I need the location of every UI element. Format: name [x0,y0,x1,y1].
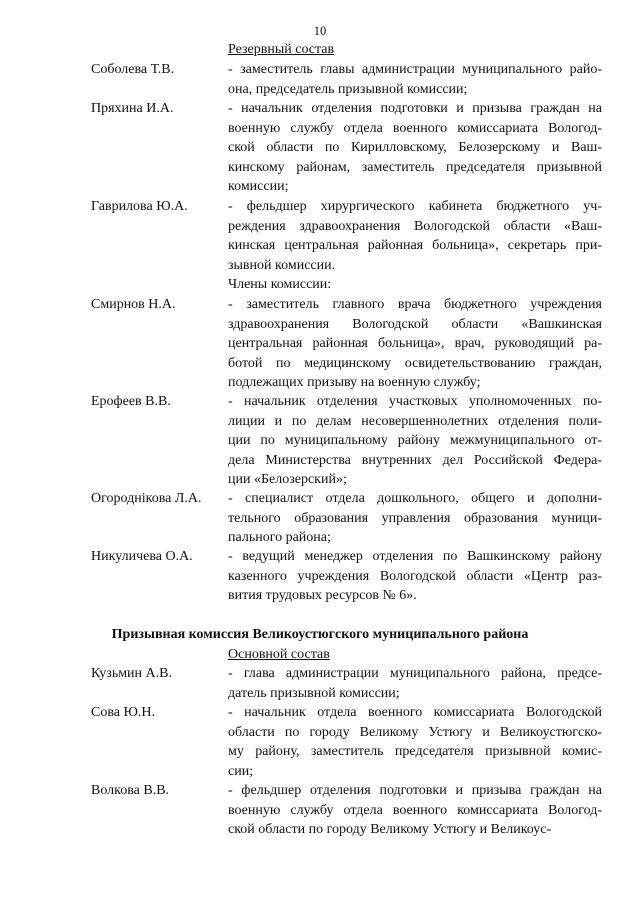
person-name: Сова Ю.Н. [91,705,155,720]
main-heading: Основной состав [228,647,330,662]
role-line: военную службу отдела военного комиссариата Вологод- [228,120,602,136]
role-line: военную службу отдела военного комиссариата Вологод- [228,802,602,818]
person-role [228,197,602,275]
role-line: реждения здравоохранения Вологодской области «Ваш- [228,218,602,234]
role-line: сии; [228,763,254,779]
role-line: ции «Белозерский»; [228,472,347,487]
person-name: Гаврилова Ю.А. [91,199,188,214]
role-line: - фельдшер хирургического кабинета бюджетного уч- [228,199,602,214]
role-line: - ведущий менеджер отделения по Вашкинскому району [228,549,602,564]
role-line: - заместитель главы администрации муниципального райо- [228,62,602,77]
role-line: подлежащих призыву на военную службу; [228,375,481,390]
role-line: пального района; [228,530,331,545]
page-number: 10 [313,24,327,38]
person-role [228,703,602,781]
person-name: Огороднікова Л.А. [91,491,202,506]
role-line: - глава администрации муниципального района, предсе- [228,666,602,681]
role-line: - фельдшер отделения подготовки и призыва граждан на [228,783,602,798]
role-line: лиции и по делам несовершеннолетних отделения поли- [228,413,602,429]
role-line: вития трудовых ресурсов № 6». [228,588,417,603]
role-line: - начальник отделения подготовки и призыва граждан на [228,101,602,116]
role-line: тельного образования управления образования муници- [228,510,602,526]
role-line: - заместитель главного врача бюджетного учреждения [228,297,602,312]
person-role [228,295,602,393]
role-line: кинская центральная районная больница», секретарь при- [228,238,602,253]
person-name: Никуличева О.А. [91,549,193,564]
reserve-heading: Резервный состав [228,42,335,57]
role-line: - начальник отделения участковых уполномоченных по- [228,394,602,409]
person-role [228,60,602,99]
role-line: комиссии; [228,179,289,194]
role-line: ской области по Кирилловскому, Белозерскому и Ваш- [228,140,602,155]
person-role [228,392,602,490]
person-name: Смирнов Н.А. [91,297,176,312]
person-role [228,489,602,548]
person-role [228,547,602,606]
role-line: области по городу Великому Устюгу и Великоустюгско- [228,724,602,740]
role-line: центральная районная больница», врач, руководящий ра- [228,336,602,351]
role-line: му району, заместитель председателя призывной комис- [228,744,602,759]
role-line: ботой по медицинскому освидетельствованию граждан, [228,355,602,371]
role-line: казенного учреждения Вологодской области «Центр раз- [228,568,602,584]
role-line: кинскому районам, заместитель председателя призывной [228,159,602,175]
person-role [228,99,602,197]
role-line: она, председатель призывной комиссии; [228,81,468,97]
role-line: датель призывной комиссии; [228,685,400,701]
person-name: Волкова В.В. [91,783,170,798]
role-line: - начальник отдела военного комиссариата Вологодской [228,705,602,720]
role-line: здравоохранения Вологодской области «Вашкинская [228,316,602,332]
role-line: - специалист отдела дошкольного, общего и дополни- [228,491,602,506]
role-line: ской области по городу Великому Устюгу и Великоус- [228,822,552,837]
members-heading: Члены комиссии: [228,277,332,292]
role-line: дела Министерства внутренних дел Российской Федера- [228,452,602,468]
person-name: Ерофеев В.В. [91,394,171,409]
person-name: Соболева Т.В. [91,62,175,77]
person-role [228,664,602,703]
role-line: ции по муниципальному району межмуниципального от- [228,433,602,448]
person-role [228,781,602,840]
person-name: Пряхина И.А. [91,101,174,116]
person-name: Кузьмин А.В. [91,666,172,681]
role-line: зывной комиссии. [228,257,336,273]
section-title: Призывная комиссия Великоустюгского муниципального района [111,627,529,642]
